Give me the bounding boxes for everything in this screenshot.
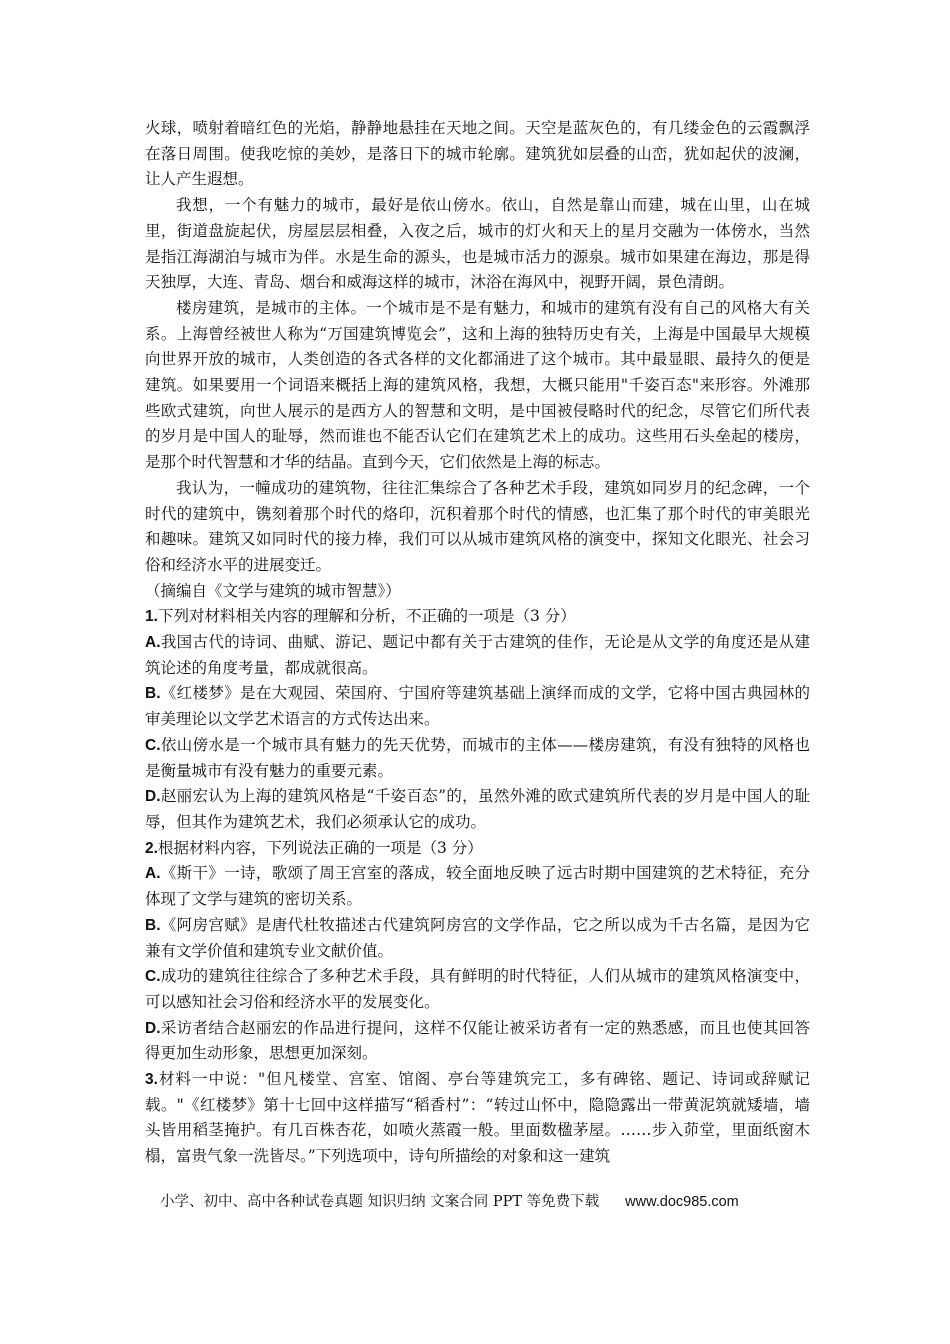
paragraph-4: 我认为，一幢成功的建筑物，往往汇集综合了各种艺术手段，建筑如同岁月的纪念碑，一个时代的建筑中，镌刻着那个时代的烙印，沉积着那个时代的情感，也汇集了那个时代的审美眼光和趣味。建筑又如同时代的接力棒，我们可以从城市建筑风格的演变中，探知文化眼光、社会习俗和经济水平的进展变迁。 — [145, 478, 810, 574]
option-label: B. — [145, 685, 161, 703]
question-3 — [145, 1067, 810, 1170]
option-label: A. — [145, 865, 161, 883]
question-1-option-b — [145, 681, 810, 732]
question-2-option-d — [145, 1016, 810, 1067]
footer-text: 小学、初中、高中各种试卷真题 知识归纳 文案合同 PPT 等免费下载 — [160, 1194, 600, 1210]
question-number: 3. — [145, 1071, 158, 1089]
option-label: D. — [145, 788, 161, 806]
option-text: 我国古代的诗词、曲赋、游记、题记中都有关于古建筑的佳作，无论是从文学的角度还是从建筑论述的角度考量，都成就很高。 — [145, 633, 810, 677]
question-2-option-a — [145, 861, 810, 912]
option-text: 成功的建筑往往综合了多种艺术手段，具有鲜明的时代特征，人们从城市的建筑风格演变中，可以感知社会习俗和经济水平的发展变化。 — [145, 967, 810, 1011]
paragraph-3: 楼房建筑，是城市的主体。一个城市是不是有魅力，和城市的建筑有没有自己的风格大有关系。上海曾经被世人称为“万国建筑博览会”，这和上海的独特历史有关，上海是中国最早大规模向世界开放的城市，人类创造的各式各样的文化都涌进了这个城市。其中最显眼、最持久的便是建筑。如果要用一个词语来概括上海的建筑风格，我想，大概只能用"千姿百态"来形容。外滩那些欧式建筑，向世人展示的是西方人的智慧和文明，是中国被侵略时代的纪念，尽管它们所代表的岁月是中国人的耻辱，然而谁也不能否认它们在建筑艺术上的成功。这些用石头垒起的楼房，是那个时代智慧和才华的结晶。直到今天，它们依然是上海的标志。 — [145, 298, 810, 472]
question-1-option-d — [145, 784, 810, 835]
option-label: C. — [145, 736, 161, 754]
footer-site-link[interactable]: www.doc985.com — [625, 1194, 739, 1210]
question-number: 1. — [145, 608, 158, 626]
option-label: B. — [145, 916, 161, 934]
option-text: 依山傍水是一个城市具有魅力的先天优势，而城市的主体——楼房建筑，有没有独特的风格也是衡量城市有没有魅力的重要元素。 — [145, 735, 810, 780]
option-text: 《斯干》一诗，歌颂了周王宫室的落成，较全面地反映了远古时期中国建筑的艺术特征，充分体现了文学与建筑的密切关系。 — [145, 864, 810, 909]
source-note: （摘编自《文学与建筑的城市智慧》） — [145, 581, 401, 600]
question-2-option-b — [145, 913, 810, 964]
option-text: 《阿房宫赋》是唐代杜牧描述古代建筑阿房宫的文学作品，它之所以成为千古名篇，是因为它兼有文学价值和建筑专业文献价值。 — [145, 915, 810, 960]
question-number: 2. — [145, 839, 158, 857]
question-1-option-a — [145, 630, 810, 681]
option-text: 赵丽宏认为上海的建筑风格是“千姿百态”的，虽然外滩的欧式建筑所代表的岁月是中国人的耻辱，但其作为建筑艺术，我们必须承认它的成功。 — [145, 787, 810, 831]
question-stem: 下列对材料相关内容的理解和分析，不正确的一项是（3 分） — [157, 607, 576, 626]
paragraph-1: 火球，喷射着暗红色的光焰，静静地悬挂在天地之间。天空是蓝灰色的，有几缕金色的云霞飘浮在落日周围。使我吃惊的美妙，是落日下的城市轮廓。建筑犹如层叠的山峦，犹如起伏的波澜，让人产生遐想。 — [145, 119, 810, 189]
question-2 — [145, 836, 810, 862]
option-text: 采访者结合赵丽宏的作品进行提问，这样不仅能让被采访者有一定的熟悉感，而且也使其回答得更加生动形象，思想更加深刻。 — [145, 1018, 810, 1063]
question-1-option-c — [145, 733, 810, 784]
page-footer — [160, 1192, 800, 1212]
question-stem: 材料一中说："但凡楼堂、宫室、馆阁、亭台等建筑完工，多有碑铭、题记、诗词或辞赋记载。"《红楼梦》第十七回中这样描写“稻香村”：“转过山怀中，隐隐露出一带黄泥筑就矮墙，墙头皆用稻茎掩护。有几百株杏花，如喷火蒸霞一般。里面数楹茅屋。……步入茆堂，里面纸窗木榻，富贵气象一洗皆尽。”下列选项中，诗句所描绘的对象和这一建筑 — [145, 1070, 810, 1166]
question-2-option-c — [145, 964, 810, 1015]
option-text: 《红楼梦》是在大观园、荣国府、宁国府等建筑基础上演绎而成的文学，它将中国古典园林的审美理论以文学艺术语言的方式传达出来。 — [145, 684, 810, 729]
paragraph-2: 我想，一个有魅力的城市，最好是依山傍水。依山，自然是靠山而建，城在山里，山在城里，街道盘旋起伏，房屋层层相叠，入夜之后，城市的灯火和天上的星月交融为一体傍水，当然是指江海湖泊与城市为伴。水是生命的源头，也是城市活力的源泉。城市如果建在海边，那是得天独厚，大连、青岛、烟台和威海这样的城市，沐浴在海风中，视野开阔，景色清朗。 — [145, 196, 810, 292]
question-stem: 根据材料内容，下列说法正确的一项是（3 分） — [157, 838, 483, 857]
option-label: A. — [145, 634, 161, 652]
option-label: C. — [145, 968, 161, 986]
document-body — [145, 116, 810, 1170]
question-1 — [145, 604, 810, 630]
option-label: D. — [145, 1019, 161, 1037]
